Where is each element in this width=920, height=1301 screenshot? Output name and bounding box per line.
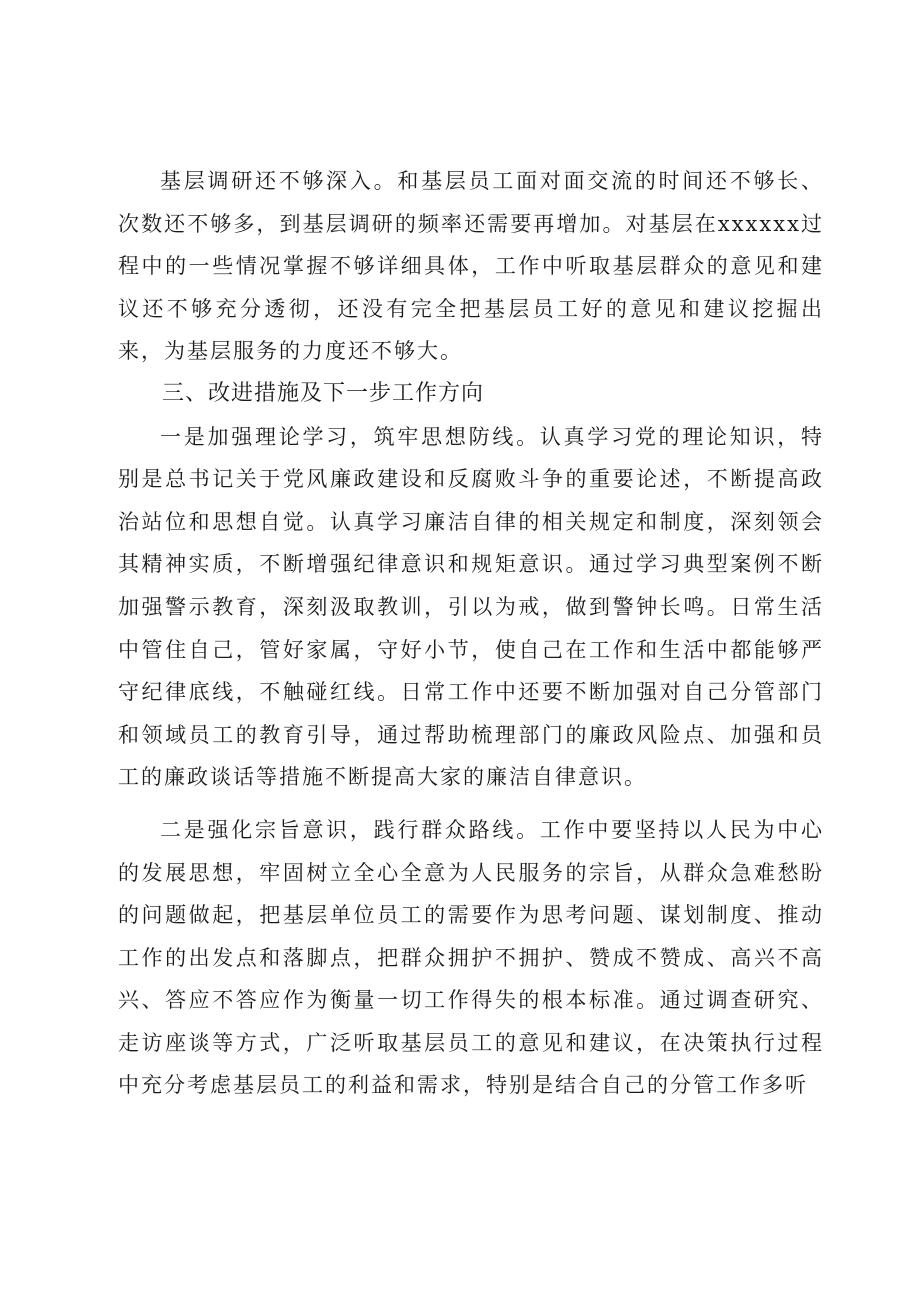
paragraph-spacer [118,799,824,809]
document-body [118,160,824,1107]
paragraph-grassroots-research: 基层调研还不够深入。和基层员工面对面交流的时间还不够长、次数还不够多，到基层调研的频率还需要再增加。对基层在xxxxxx过程中的一些情况掌握不够详细具体，工作中听取基层群众的意见和建议还不够充分透彻，还没有完全把基层员工好的意见和建议挖掘出来，为基层服务的力度还不够大。 [118,169,824,364]
paragraph-purpose-awareness: 二是强化宗旨意识，践行群众路线。工作中要坚持以人民为中心的发展思想，牢固树立全心全意为人民服务的宗旨，从群众急难愁盼的问题做起，把基层单位员工的需要作为思考问题、谋划制度、推动工作的出发点和落脚点，把群众拥护不拥护、赞成不赞成、高兴不高兴、答应不答应作为衡量一切工作得失的根本标准。通过调查研究、走访座谈等方式，广泛听取基层员工的意见和建议，在决策执行过程中充分考虑基层员工的利益和需求，特别是结合自己的分管工作多听 [118,817,824,1098]
section-heading-improvement-measures: 三、改进措施及下一步工作方向 [162,380,485,406]
paragraph-theory-study: 一是加强理论学习，筑牢思想防线。认真学习党的理论知识，特别是总书记关于党风廉政建设和反腐败斗争的重要论述，不断提高政治站位和思想自觉。认真学习廉洁自律的相关规定和制度，深刻领会其精神实质，不断增强纪律意识和规矩意识。通过学习典型案例不断加强警示教育，深刻汲取教训，引以为戒，做到警钟长鸣。日常生活中管住自己，管好家属，守好小节，使自己在工作和生活中都能够严守纪律底线，不触碰红线。日常工作中还要不断加强对自己分管部门和领域员工的教育引导，通过帮助梳理部门的廉政风险点、加强和员工的廉政谈话等措施不断提高大家的廉洁自律意识。 [118,424,824,790]
